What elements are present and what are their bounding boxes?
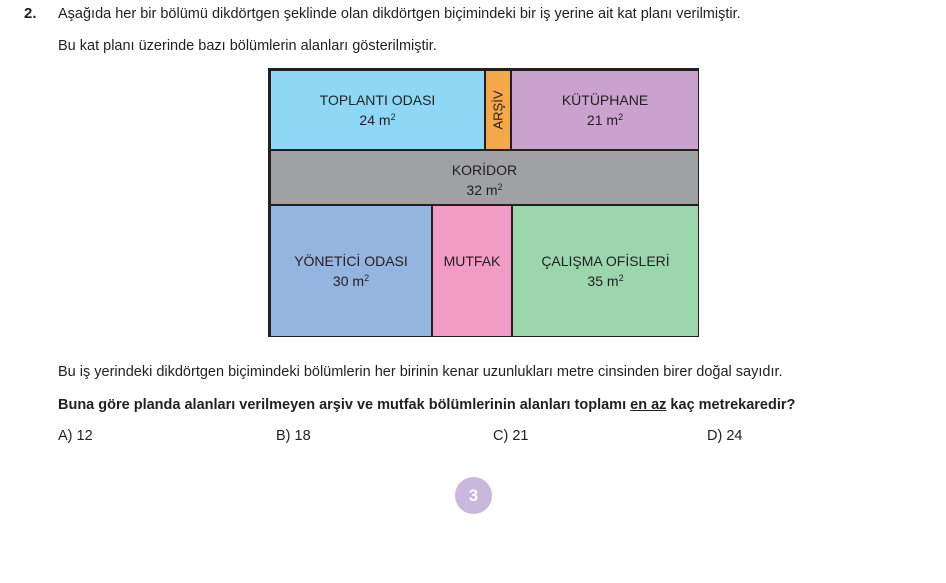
- option-a[interactable]: A) 12: [58, 428, 93, 444]
- room-koridor: [270, 150, 699, 205]
- option-d[interactable]: D) 24: [707, 428, 743, 444]
- room-name: KORİDOR: [451, 162, 518, 178]
- room-name: ÇALIŞMA OFİSLERİ: [541, 253, 670, 269]
- question-intro-line-2: Bu kat planı üzerinde bazı bölümlerin alanları gösterilmiştir.: [58, 38, 437, 54]
- question-statement: Bu iş yerindeki dikdörtgen biçimindeki bölümlerin her birinin kenar uzunlukları metre cinsinden birer doğal sayıdır.: [58, 364, 783, 380]
- room-name: TOPLANTI ODASI: [319, 92, 436, 108]
- room-area: 35 $m^2$: [587, 273, 624, 289]
- room-name: ARŞİV: [490, 90, 506, 130]
- option-b[interactable]: B) 18: [276, 428, 311, 444]
- room-calisma-ofisleri: [512, 205, 699, 337]
- room-kutuphane: [511, 70, 699, 150]
- floor-plan: [268, 68, 699, 337]
- room-mutfak: [432, 205, 512, 337]
- room-area: 30 $m^2$: [332, 273, 370, 289]
- room-name: MUTFAK: [443, 253, 501, 269]
- option-c[interactable]: C) 21: [493, 428, 529, 444]
- underlined-phrase: en az: [630, 397, 667, 413]
- room-area: 21 $m^2$: [586, 112, 624, 128]
- room-yonetici-odasi: [270, 205, 432, 337]
- room-toplanti-odasi: [270, 70, 485, 150]
- question-prompt: Buna göre planda alanları verilmeyen arşiv ve mutfak bölümlerinin alanları toplamı en az kaç metrekaredir?: [58, 397, 796, 413]
- room-name: KÜTÜPHANE: [561, 92, 649, 108]
- question-number: 2.: [24, 5, 37, 22]
- room-area: 24 $m^2$: [359, 112, 396, 128]
- room-arsiv: [485, 70, 511, 150]
- room-name: YÖNETİCİ ODASI: [294, 253, 408, 269]
- question-intro-line-1: Aşağıda her bir bölümü dikdörtgen şeklinde olan dikdörtgen biçimindeki bir iş yerine ait kat planı verilmiştir.: [58, 6, 741, 22]
- room-area: 32 $m^2$: [466, 182, 503, 198]
- page-number-badge: 3: [455, 477, 492, 514]
